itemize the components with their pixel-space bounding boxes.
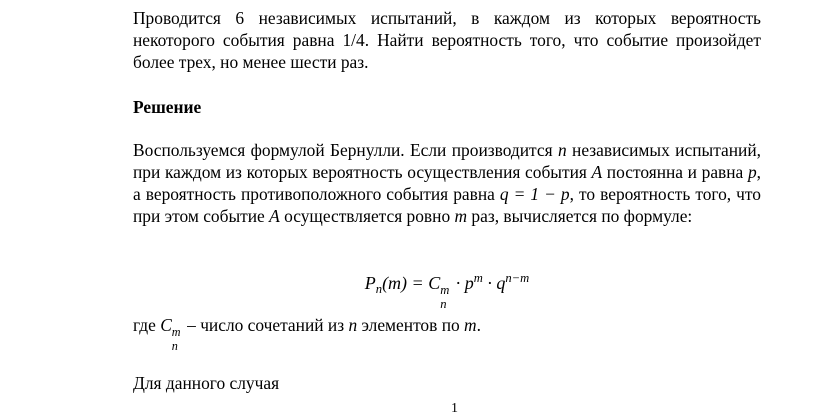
combinations-note <box>133 314 481 353</box>
cut-off-fraction-glyph: 1 <box>451 401 458 416</box>
var-n: n <box>557 140 567 160</box>
var-p: p <box>747 162 757 182</box>
formula-C-sup: m <box>440 283 450 297</box>
var-A: A <box>269 206 280 226</box>
method-text-4: , а вероятность противоположного события равна <box>133 162 761 204</box>
where-text-4: . <box>476 315 481 335</box>
var-n: n <box>348 315 358 335</box>
where-text-1: где <box>133 315 161 335</box>
where-C-sup: m <box>171 325 181 339</box>
method-text-6: осуществляется ровно <box>279 206 455 226</box>
formula-p-sup: m <box>473 271 483 286</box>
formula-lhs-arg: (m) = <box>382 273 429 293</box>
bernoulli-method-paragraph <box>133 139 761 227</box>
where-text-2: – число сочетаний из <box>182 315 349 335</box>
where-text-3: элементов по <box>357 315 465 335</box>
formula-q-sup: n−m <box>505 271 530 286</box>
problem-statement: Проводится 6 независимых испытаний, в каждом из которых вероятность некоторого события равна 1/4. Найти вероятность того, что событие произойдет более трех, но менее шести раз. <box>133 8 761 72</box>
solution-heading: Решение <box>133 97 202 117</box>
var-m: m <box>464 315 477 335</box>
case-label: Для данного случая <box>133 373 280 393</box>
var-A: A <box>591 162 603 182</box>
method-text-5: , то вероятность того, что при этом событие <box>133 184 761 226</box>
formula-P: P <box>364 273 376 293</box>
method-text-7: раз, вычисляется по формуле: <box>467 206 693 226</box>
formula-C: C <box>428 273 441 293</box>
formula-q: q <box>496 273 506 293</box>
bernoulli-formula <box>133 271 761 311</box>
formula-C-sub: n <box>440 297 447 311</box>
formula-dot: · <box>451 273 465 293</box>
where-C-sub: n <box>171 339 178 353</box>
var-m: m <box>454 206 468 226</box>
formula-dot: · <box>482 273 497 293</box>
method-text-2: независимых испытаний, при каждом из которых вероятность осуществления события <box>133 140 761 182</box>
method-text-3: постоянна и равна <box>602 162 748 182</box>
method-text-1: Воспользуемся формулой Бернулли. Если производится <box>133 140 558 160</box>
formula-P-subscript: n <box>375 281 383 296</box>
where-C: C <box>160 315 172 335</box>
formula-p: p <box>464 273 474 293</box>
q-definition: q = 1 − p <box>499 184 570 204</box>
